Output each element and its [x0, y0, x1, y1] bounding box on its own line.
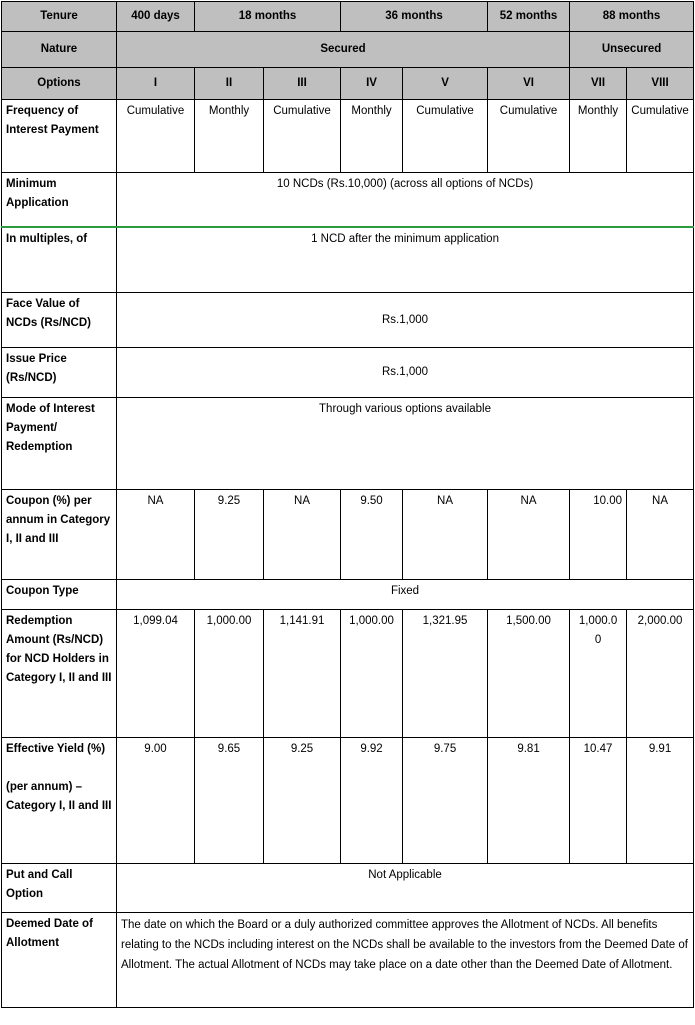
redemption-value: 1,000.00	[341, 610, 403, 738]
tenure-18-months: 18 months	[195, 2, 341, 32]
mode-row	[2, 398, 694, 490]
yield-value: 9.81	[488, 738, 570, 864]
yield-value: 9.91	[627, 738, 694, 864]
frequency-value: Cumulative	[403, 100, 488, 173]
yield-value: 9.00	[117, 738, 195, 864]
coupon-type-value: Fixed	[117, 580, 694, 610]
mode-value: Through various options available	[117, 398, 694, 490]
redemption-value: 1,099.04	[117, 610, 195, 738]
minimum-value: 10 NCDs (Rs.10,000) (across all options of NCDs)	[117, 173, 694, 227]
option-cell: I	[117, 68, 195, 100]
redemption-label: Redemption Amount (Rs/NCD) for NCD Holders in Category I, II and III	[2, 610, 117, 738]
option-cell: VIII	[627, 68, 694, 100]
yield-label	[2, 738, 117, 864]
deemed-date-value: The date on which the Board or a duly authorized committee approves the Allotment of NCDs. All benefits relating to the NCDs including interest on the NCDs shall be available to the investors from the Deemed Date of Allotment. The actual Allotment of NCDs may take place on a date other than the Deemed Date of Allotment.	[117, 913, 694, 1008]
coupon-value: 10.00	[570, 490, 627, 580]
put-call-value: Not Applicable	[117, 864, 694, 913]
multiples-label: In multiples, of	[2, 227, 117, 293]
nature-unsecured: Unsecured	[570, 32, 694, 68]
yield-row	[2, 738, 694, 864]
yield-value: 9.75	[403, 738, 488, 864]
minimum-row	[2, 173, 694, 227]
frequency-value: Monthly	[341, 100, 403, 173]
yield-value: 9.65	[195, 738, 264, 864]
ncd-terms-table	[1, 1, 694, 1008]
frequency-value: Monthly	[570, 100, 627, 173]
coupon-value: NA	[488, 490, 570, 580]
options-label: Options	[2, 68, 117, 100]
minimum-label: Minimum Application	[2, 173, 117, 227]
frequency-value: Cumulative	[264, 100, 341, 173]
face-value-row	[2, 293, 694, 348]
coupon-label: Coupon (%) per annum in Category I, II and III	[2, 490, 117, 580]
frequency-value: Cumulative	[488, 100, 570, 173]
redemption-value: 1,500.00	[488, 610, 570, 738]
redemption-value: 1,321.95	[403, 610, 488, 738]
deemed-date-row	[2, 913, 694, 1008]
issue-price-value: Rs.1,000	[117, 348, 694, 398]
option-cell: IV	[341, 68, 403, 100]
frequency-value: Cumulative	[117, 100, 195, 173]
redemption-value: 1,141.91	[264, 610, 341, 738]
tenure-row	[2, 2, 694, 32]
option-cell: III	[264, 68, 341, 100]
option-cell: VI	[488, 68, 570, 100]
coupon-value: NA	[627, 490, 694, 580]
coupon-value: NA	[117, 490, 195, 580]
deemed-date-label: Deemed Date of Allotment	[2, 913, 117, 1008]
tenure-52-months: 52 months	[488, 2, 570, 32]
yield-value: 9.92	[341, 738, 403, 864]
frequency-label: Frequency of Interest Payment	[2, 100, 117, 173]
coupon-value: 9.25	[195, 490, 264, 580]
tenure-88-months: 88 months	[570, 2, 694, 32]
yield-label-line-2: (per annum) – Category I, II and III	[6, 781, 112, 812]
options-row	[2, 68, 694, 100]
coupon-row	[2, 490, 694, 580]
redemption-value: 2,000.00	[627, 610, 694, 738]
face-value-value: Rs.1,000	[117, 293, 694, 348]
frequency-row	[2, 100, 694, 173]
redemption-row	[2, 610, 694, 738]
put-call-row	[2, 864, 694, 913]
yield-value: 9.25	[264, 738, 341, 864]
coupon-value: NA	[264, 490, 341, 580]
redemption-value: 1,000.0 0	[570, 610, 627, 738]
multiples-value: 1 NCD after the minimum application	[117, 227, 694, 293]
put-call-label: Put and Call Option	[2, 864, 117, 913]
nature-row	[2, 32, 694, 68]
multiples-row	[2, 227, 694, 293]
frequency-value: Monthly	[195, 100, 264, 173]
option-cell: V	[403, 68, 488, 100]
mode-label: Mode of Interest Payment/ Redemption	[2, 398, 117, 490]
nature-secured: Secured	[117, 32, 570, 68]
issue-price-label: Issue Price (Rs/NCD)	[2, 348, 117, 398]
coupon-type-row	[2, 580, 694, 610]
tenure-400-days: 400 days	[117, 2, 195, 32]
yield-label-line-1: Effective Yield (%)	[6, 743, 106, 755]
tenure-label: Tenure	[2, 2, 117, 32]
face-value-label: Face Value of NCDs (Rs/NCD)	[2, 293, 117, 348]
tenure-36-months: 36 months	[341, 2, 488, 32]
coupon-value: 9.50	[341, 490, 403, 580]
option-cell: VII	[570, 68, 627, 100]
frequency-value: Cumulative	[627, 100, 694, 173]
coupon-value: NA	[403, 490, 488, 580]
option-cell: II	[195, 68, 264, 100]
coupon-type-label: Coupon Type	[2, 580, 117, 610]
redemption-value: 1,000.00	[195, 610, 264, 738]
issue-price-row	[2, 348, 694, 398]
nature-label: Nature	[2, 32, 117, 68]
yield-value: 10.47	[570, 738, 627, 864]
